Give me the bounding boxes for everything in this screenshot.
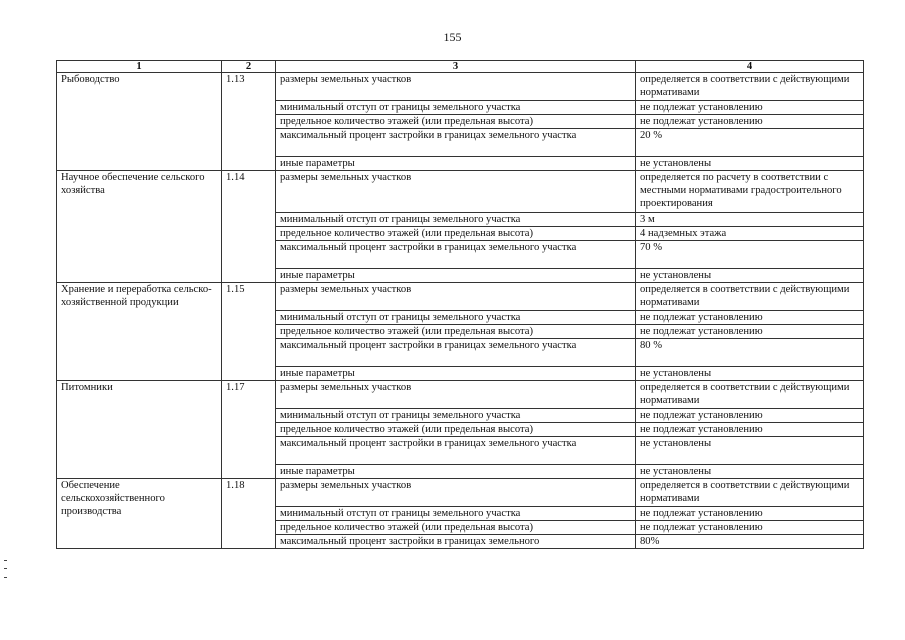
- value-cell: определяется в соответствии с действующими нормативами: [636, 283, 864, 311]
- value-cell: 80%: [636, 535, 864, 549]
- param-cell: минимальный отступ от границы земельного участка: [276, 507, 636, 521]
- land-use-code: 1.13: [222, 73, 276, 171]
- table-row: [57, 479, 864, 507]
- value-cell: не подлежат установлению: [636, 311, 864, 325]
- value-cell: 70 %: [636, 241, 864, 269]
- value-cell: не подлежат установлению: [636, 101, 864, 115]
- param-cell: предельное количество этажей (или предельная высота): [276, 115, 636, 129]
- table-row: [57, 73, 864, 101]
- value-cell: не подлежат установлению: [636, 325, 864, 339]
- param-cell: размеры земельных участков: [276, 73, 636, 101]
- param-cell: минимальный отступ от границы земельного участка: [276, 409, 636, 423]
- table-row: [57, 171, 864, 213]
- param-cell: максимальный процент застройки в границах земельного участка: [276, 437, 636, 465]
- param-cell: предельное количество этажей (или предельная высота): [276, 227, 636, 241]
- value-cell: не установлены: [636, 269, 864, 283]
- header-col-1: 1: [57, 61, 222, 73]
- value-cell: определяется в соответствии с действующими нормативами: [636, 479, 864, 507]
- table-row: [57, 283, 864, 311]
- value-cell: 3 м: [636, 213, 864, 227]
- header-col-2: 2: [222, 61, 276, 73]
- value-cell: не подлежат установлению: [636, 521, 864, 535]
- land-use-name: Научное обеспечение сельского хозяйства: [57, 171, 222, 283]
- land-use-code: 1.15: [222, 283, 276, 381]
- param-cell: максимальный процент застройки в границах земельного: [276, 535, 636, 549]
- param-cell: иные параметры: [276, 269, 636, 283]
- land-use-code: 1.14: [222, 171, 276, 283]
- margin-mark: [4, 560, 7, 578]
- land-use-code: 1.17: [222, 381, 276, 479]
- param-cell: размеры земельных участков: [276, 283, 636, 311]
- land-use-name: Питомники: [57, 381, 222, 479]
- land-use-name: Обеспечение сельскохозяйственного производства: [57, 479, 222, 549]
- param-cell: иные параметры: [276, 367, 636, 381]
- value-cell: 80 %: [636, 339, 864, 367]
- value-cell: определяется в соответствии с действующими нормативами: [636, 381, 864, 409]
- param-cell: иные параметры: [276, 157, 636, 171]
- header-row: [57, 61, 864, 73]
- param-cell: размеры земельных участков: [276, 171, 636, 213]
- page-number: 155: [443, 30, 462, 44]
- param-cell: предельное количество этажей (или предельная высота): [276, 521, 636, 535]
- value-cell: 20 %: [636, 129, 864, 157]
- value-cell: определяется в соответствии с действующими нормативами: [636, 73, 864, 101]
- value-cell: не подлежат установлению: [636, 423, 864, 437]
- land-use-code: 1.18: [222, 479, 276, 549]
- header-col-4: 4: [636, 61, 864, 73]
- param-cell: минимальный отступ от границы земельного участка: [276, 311, 636, 325]
- param-cell: размеры земельных участков: [276, 479, 636, 507]
- land-use-name: Рыбоводство: [57, 73, 222, 171]
- param-cell: иные параметры: [276, 465, 636, 479]
- value-cell: не подлежат установлению: [636, 507, 864, 521]
- value-cell: не подлежат установлению: [636, 115, 864, 129]
- value-cell: определяется по расчету в соответствии с местными нормативами градостроительного проектирования: [636, 171, 864, 213]
- param-cell: размеры земельных участков: [276, 381, 636, 409]
- param-cell: предельное количество этажей (или предельная высота): [276, 325, 636, 339]
- value-cell: не установлены: [636, 465, 864, 479]
- param-cell: минимальный отступ от границы земельного участка: [276, 101, 636, 115]
- param-cell: максимальный процент застройки в границах земельного участка: [276, 241, 636, 269]
- regulations-table: [56, 60, 864, 549]
- value-cell: не установлены: [636, 437, 864, 465]
- table-row: [57, 381, 864, 409]
- header-col-3: 3: [276, 61, 636, 73]
- value-cell: не установлены: [636, 367, 864, 381]
- land-use-name: Хранение и переработка сельско-хозяйственной продукции: [57, 283, 222, 381]
- param-cell: минимальный отступ от границы земельного участка: [276, 213, 636, 227]
- param-cell: максимальный процент застройки в границах земельного участка: [276, 339, 636, 367]
- param-cell: предельное количество этажей (или предельная высота): [276, 423, 636, 437]
- value-cell: не подлежат установлению: [636, 409, 864, 423]
- value-cell: не установлены: [636, 157, 864, 171]
- value-cell: 4 надземных этажа: [636, 227, 864, 241]
- param-cell: максимальный процент застройки в границах земельного участка: [276, 129, 636, 157]
